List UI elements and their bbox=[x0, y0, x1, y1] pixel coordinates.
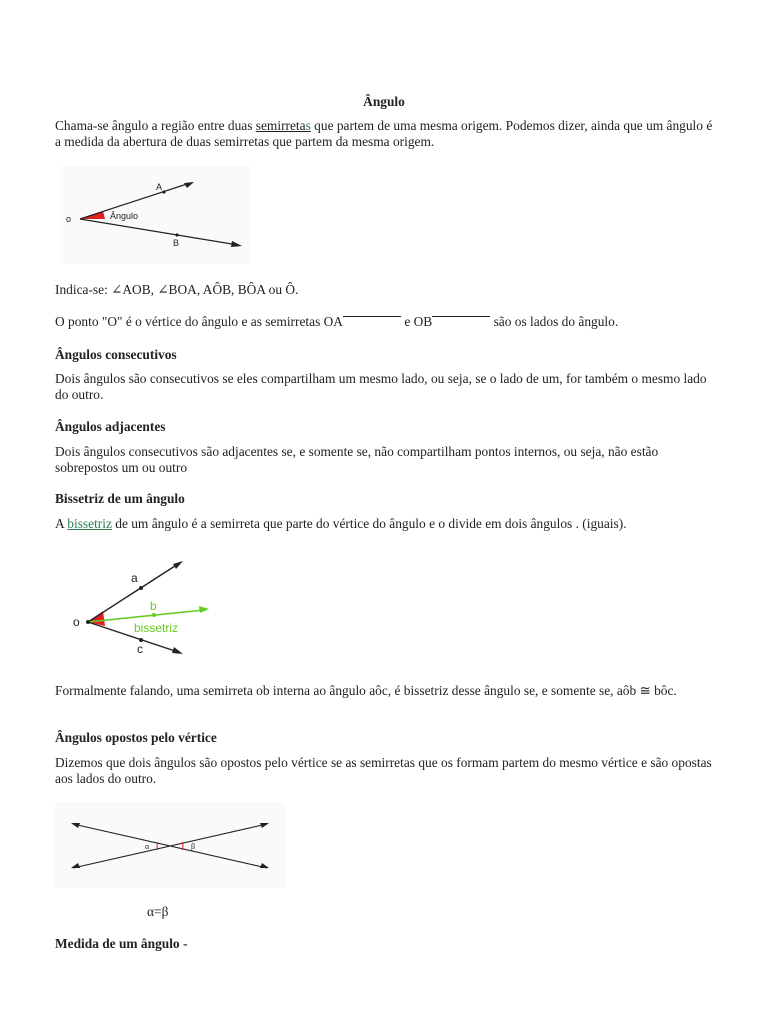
label-vertex-o: o bbox=[73, 615, 80, 629]
bissetriz-text-end: de um ângulo é a semirreta que parte do vértice do ângulo e o divide em dois ângulos . (iguais). bbox=[111, 516, 627, 531]
bisector-figure bbox=[70, 556, 220, 660]
opposite-angles-figure bbox=[55, 802, 285, 888]
overline-oa bbox=[343, 316, 401, 317]
bissetriz-link[interactable]: bissetriz bbox=[67, 516, 112, 531]
intro-text-start: Chama-se ângulo a região entre duas bbox=[55, 118, 256, 133]
figure-background bbox=[60, 166, 250, 264]
indica-paragraph: Indica-se: ∠AOB, ∠BOA, AÔB, BÔA ou Ô. bbox=[55, 282, 299, 297]
arrowhead-ray-c bbox=[172, 647, 183, 654]
intro-text-end: que partem de uma mesma origem. Podemos dizer, ainda que um ângulo é a medida da abertura de duas semirretas que partem da mesma origem. bbox=[55, 118, 713, 149]
heading-opostos: Ângulos opostos pelo vértice bbox=[55, 730, 217, 745]
point-a bbox=[162, 190, 165, 193]
label-angle: Ângulo bbox=[110, 211, 139, 221]
ponto-text-a: O ponto "O" é o vértice do ângulo e as semirretas OA bbox=[55, 314, 343, 329]
arrowhead-bisector bbox=[199, 606, 209, 613]
figure3-background bbox=[55, 802, 285, 888]
intro-paragraph bbox=[55, 118, 715, 150]
angle-figure bbox=[60, 166, 250, 264]
bissetriz-text-start: A bbox=[55, 516, 68, 531]
heading-adjacentes: Ângulos adjacentes bbox=[55, 419, 166, 434]
label-b: B bbox=[173, 238, 180, 248]
point-ray-b bbox=[152, 613, 156, 617]
label-bisector: bissetriz bbox=[134, 621, 179, 635]
label-ray-b: b bbox=[150, 599, 157, 613]
point-b bbox=[175, 233, 178, 236]
ponto-text-b: e OB bbox=[400, 314, 433, 329]
heading-medida: Medida de um ângulo - bbox=[55, 936, 188, 951]
overline-ob bbox=[432, 316, 490, 317]
label-ray-a: a bbox=[131, 571, 138, 585]
opostos-paragraph: Dizemos que dois ângulos são opostos pelo vértice se as semirretas que os formam partem do mesmo vértice e são opostas aos lados do outro. bbox=[55, 755, 712, 786]
semirreta-link-main[interactable]: semirreta bbox=[255, 118, 306, 133]
heading-bissetriz: Bissetriz de um ângulo bbox=[55, 491, 185, 506]
alpha-beta-equality: α=β bbox=[147, 904, 169, 919]
vertex-o bbox=[86, 620, 90, 624]
adjacentes-paragraph: Dois ângulos consecutivos são adjacentes se, e somente se, não compartilham pontos internos, ou seja, não estão sobrepostos um ou outro bbox=[55, 444, 659, 475]
ponto-paragraph bbox=[55, 314, 715, 330]
ponto-text-c: são os lados do ângulo. bbox=[490, 314, 619, 329]
label-alpha: α bbox=[145, 842, 150, 851]
bissetriz-paragraph bbox=[55, 516, 715, 532]
label-a: A bbox=[156, 182, 163, 192]
page-title: Ângulo bbox=[363, 94, 405, 109]
label-o: o bbox=[66, 214, 72, 224]
label-ray-c: c bbox=[137, 642, 143, 656]
formal-paragraph: Formalmente falando, uma semirreta ob interna ao ângulo aôc, é bissetriz desse ângulo se, e somente se, aôb ≅ bôc. bbox=[55, 683, 677, 698]
semirreta-link-suffix[interactable]: s bbox=[305, 118, 311, 133]
label-beta: β bbox=[191, 842, 196, 851]
semirreta-link[interactable] bbox=[256, 118, 311, 133]
point-ray-a bbox=[139, 586, 143, 590]
consecutivos-paragraph: Dois ângulos são consecutivos se eles compartilham um mesmo lado, ou seja, se o lado de um, for também o mesmo lado do outro. bbox=[55, 371, 707, 402]
arrowhead-ray-a bbox=[173, 561, 183, 569]
heading-consecutivos: Ângulos consecutivos bbox=[55, 347, 177, 362]
